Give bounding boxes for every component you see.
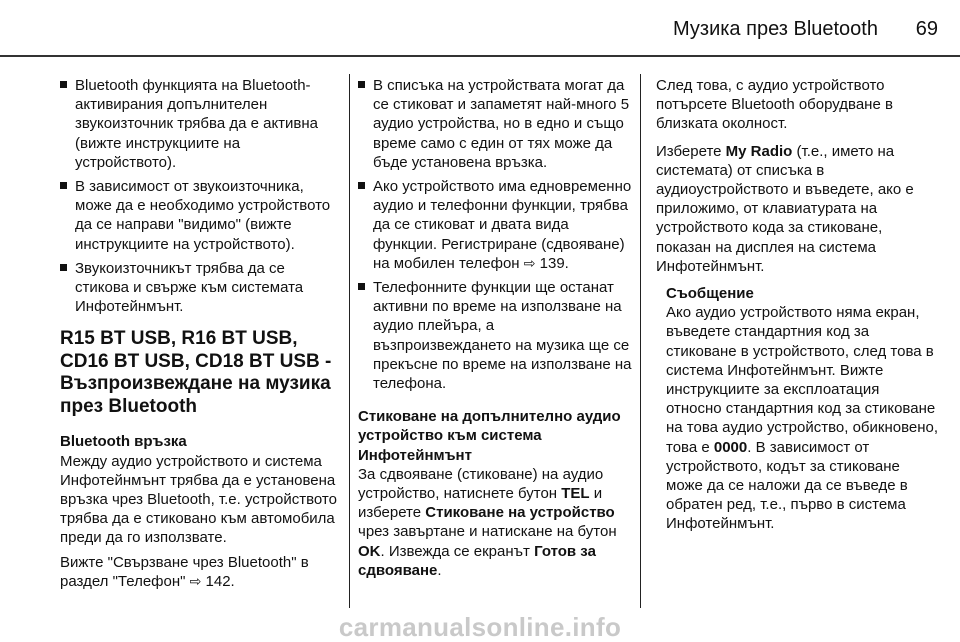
square-bullet-icon — [60, 81, 67, 88]
ok-button-label: OK — [358, 542, 381, 560]
page-number: 69 — [915, 18, 938, 40]
text: и изберете — [358, 485, 603, 522]
text: . Извежда се екранът — [380, 542, 535, 560]
subheading-pairing: Стиковане на допълнително аудио устройство към система Инфотейнмънт — [358, 408, 621, 464]
text: Ако аудио устройството няма екран, въведете стандартния код за стиковане в устройството, след това в система Инфотейнмънт. Вижте инструкциите за експлоатация относно стандартния код за стиковане на това аудио устройство, обикновено, това е — [666, 304, 939, 456]
column-1 — [60, 76, 342, 596]
paragraph: След това, с аудио устройството потърсете Bluetooth оборудване в близката околност. — [656, 77, 893, 133]
bullet-item — [358, 177, 632, 273]
text: Изберете — [656, 142, 726, 160]
paragraph-pairing — [358, 465, 632, 580]
bullet-item — [60, 76, 342, 172]
bullet-text: Ако устройството има едновременно аудио и телефонни функции, трябва да се стиковат и двата вида функции. Регистриране (сдвояване) на мобилен телефон — [373, 178, 632, 272]
paragraph-reference — [60, 553, 342, 591]
watermark: carmanualsonline.info — [338, 612, 622, 642]
bullet-text: Телефонните функции ще останат активни по време на използване на аудио плейъра, а възпроизвеждането на музика ще се прекъсне по време на използване на телефона. — [373, 279, 632, 393]
bullet-text: В зависимост от звукоизточника, може да е необходимо устройството да се направи "видимо" (вижте инструкциите на устройството). — [75, 178, 331, 253]
section-heading: R15 BT USB, R16 BT USB, CD16 BT USB, CD18 BT USB - Възпроизвеждане на музика през Bluetooth — [60, 328, 332, 417]
column-3 — [656, 76, 938, 534]
square-bullet-icon — [358, 182, 365, 189]
column-divider — [640, 74, 641, 608]
reference-text: Вижте "Свързване чрез Bluetooth" в раздел "Телефон" — [60, 553, 309, 590]
text: чрез завъртане и натискане на бутон — [358, 523, 617, 541]
reference-page: 142. — [205, 572, 235, 590]
bullet-item — [60, 259, 342, 317]
note-box — [656, 284, 938, 534]
text: . В зависимост от устройството, кодът за стиковане може да се наложи да се въведе в обратен ред, т.е., първо в система Инфотейнмънт. — [666, 438, 908, 533]
system-name-label: My Radio — [725, 142, 793, 160]
bullet-item — [60, 177, 342, 254]
square-bullet-icon — [358, 283, 365, 290]
pairing-code: 0000 — [713, 438, 748, 456]
bullet-item — [358, 76, 632, 172]
arrow-ref-icon: ⇨ — [189, 572, 202, 589]
paragraph-select — [656, 142, 938, 276]
note-text — [666, 303, 938, 533]
bullet-text: В списъка на устройствата могат да се стиковат и запаметят най-много 5 аудио устройства, но в едно и също време само с един от тях може да бъде установена връзка. — [373, 77, 630, 171]
note-title: Съобщение — [666, 285, 754, 303]
menu-item-label: Стиковане на устройство — [425, 504, 615, 522]
page-title: Музика през Bluetooth — [673, 18, 878, 40]
column-divider — [349, 74, 350, 608]
column-2 — [358, 76, 632, 585]
text: . — [437, 561, 442, 579]
text: (т.е., името на системата) от списъка в аудиоустройството и въведете, ако е приложимо, от клавиатурата на устройството кода за стиковане, показан на дисплея на система Инфотейнмънт. — [656, 142, 914, 275]
square-bullet-icon — [60, 182, 67, 189]
screen-name-label: Готов за сдвояване — [358, 542, 596, 579]
page-header — [0, 0, 960, 60]
bullet-text: Звукоизточникът трябва да се стикова и свърже към системата Инфотейнмънт. — [75, 259, 304, 316]
paragraph: Между аудио устройството и система Инфотейнмънт трябва да е установена връзка чрез Bluetooth, т.е. устройството трябва да е стиковано към автомобила преди да го използвате. — [60, 452, 337, 547]
reference-page: 139. — [539, 254, 569, 272]
bullet-item — [358, 278, 632, 393]
text: За сдвояване (стиковане) на аудио устройство, натиснете бутон — [358, 465, 604, 503]
tel-button-label: TEL — [561, 485, 590, 503]
subheading-bluetooth-connection: Bluetooth връзка — [60, 433, 187, 451]
square-bullet-icon — [60, 264, 67, 271]
header-rule — [0, 55, 960, 57]
arrow-ref-icon: ⇨ — [523, 254, 536, 271]
bullet-text: Bluetooth функцията на Bluetooth-активирания допълнителен звукоизточник трябва да е активна (вижте инструкциите на устройството). — [75, 77, 319, 171]
square-bullet-icon — [358, 81, 365, 88]
